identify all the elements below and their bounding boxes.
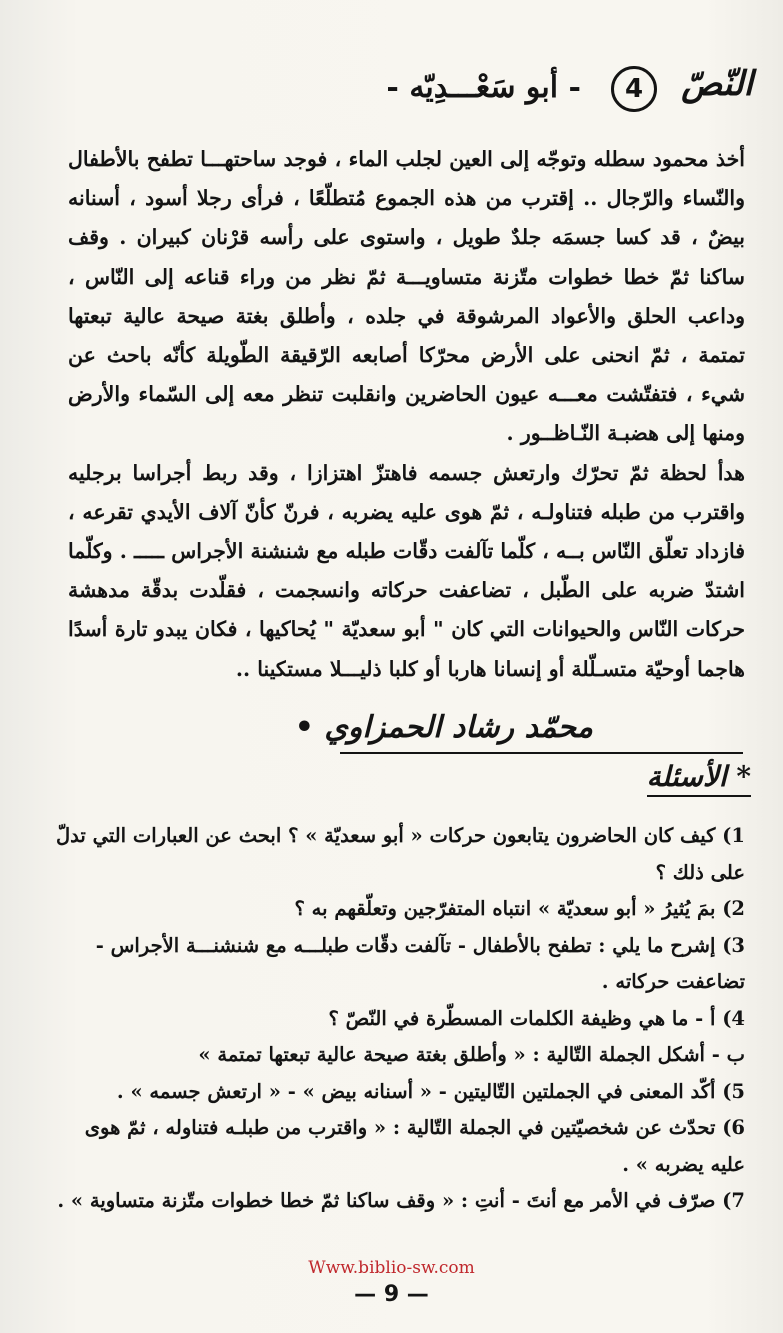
page-number: — 9 — [354,1282,429,1307]
text-title: - أبو سَعْـــدِيّه - [386,70,581,105]
question-item: 5) أكّد المعنى في الجملتين التّاليتين - « أسنانه بيض » - « ارتعش جسمه » . [116,1079,745,1103]
paragraph-2: هدأ لحظة ثمّ تحرّك وارتعش جسمه فاهتزّ اهتزازا ، وقد ربط أجراسا برجليه واقترب من طبله فتناولـه ، ثمّ هوى عليه يضربه ، فرنّ كأنّ آلاف الأيدي تقرعه ، فازداد تعلّق النّاس بــه ، كلّما تآلفت دقّات طبله مع شنشنة الأجراس ـــــ . وكلّما اشتدّ ضربه على الطّبل ، تضاعفت حركاته وانسجمت ، فقلّدت بدقّة مدهشة حركات النّاس والحيوانات التي كان " أبو سعديّة " يُحاكيها ، فكان يبدو تارة أسدًا هاجما أوحيّة متسـلّلة أو إنسانا هاربا أو كلبا ذليـــلا مستكينا .. [68,460,745,681]
question-item: 6) تحدّث عن شخصيّتين في الجملة التّالية : « واقترب من طبلـه فتناوله ، ثمّ هوى عليه يضربه » . [84,1116,745,1176]
paragraph-1: أخذ محمود سطله وتوجّه إلى العين لجلب الماء ، فوجد ساحتهـــا تطفح بالأطفال والنّساء والرّجال .. إقترب من هذه الجموع مُتطلّعًا ، فرأى رجلا أسود ، أسنانه بيضٌ ، قد كسا جسمَه جلدٌ طويل ، واستوى على رأسه قرْنان كبيران . وقف ساكنا ثمّ خطا خطوات متّزنة متساويـــة ثمّ نظر من وراء قناعه إلى النّاس ، وداعب الحلق والأعواد المرشوقة في جلده ، وأطلق بغتة صيحة عالية تبعتها تمتمة ، ثمّ انحنى على الأرض محرّكا أصابعه الرّقيقة الطّويلة كأنّه باحث عن شيء ، فتفتّشت معـــه عيون الحاضرين وانقلبت تنظر معه إلى السّماء والأرض ومنها إلى هضبـة النّـاظــور . [68,147,745,446]
questions-list [50,818,745,1220]
signature-row [40,706,743,754]
question-item: 3) إشرح ما يلي : تطفح بالأطفال - تآلفت دقّات طبلـــه مع شنشنـــة الأجراس - تضاعفت حركاته . [95,933,745,993]
question-item: 7) صرّف في الأمر مع أنتَ - أنتِ : « وقف ساكنا ثمّ خطا خطوات متّزنة متساوية » . [57,1189,745,1212]
website-url[interactable]: Www.biblio-sw.com [308,1258,475,1278]
text-number-badge: 4 [611,66,657,112]
divider [340,752,743,754]
text-label: النّصّ [681,64,753,104]
body-text [68,140,745,689]
questions-heading: * الأسئلة [647,760,751,797]
question-item: 2) بمَ يُثيرُ « أبو سعديّة » انتباه المتفرّجين وتعلّقهم به ؟ [294,897,745,920]
header [210,58,753,118]
question-item: 4) أ - ما هي وظيفة الكلمات المسطّرة في النّصّ ؟ [328,1006,745,1030]
question-item: ب - أشكل الجملة التّالية : « وأطلق بغتة صيحة عالية تبعتها تمتمة » [198,1043,745,1066]
question-item: 1) كيف كان الحاضرون يتابعون حركات « أبو سعديّة » ؟ ابحث عن العبارات التي تدلّ على ذلك ؟ [55,824,745,884]
author-signature: محمّد رشاد الحمزاوي • [294,710,593,745]
